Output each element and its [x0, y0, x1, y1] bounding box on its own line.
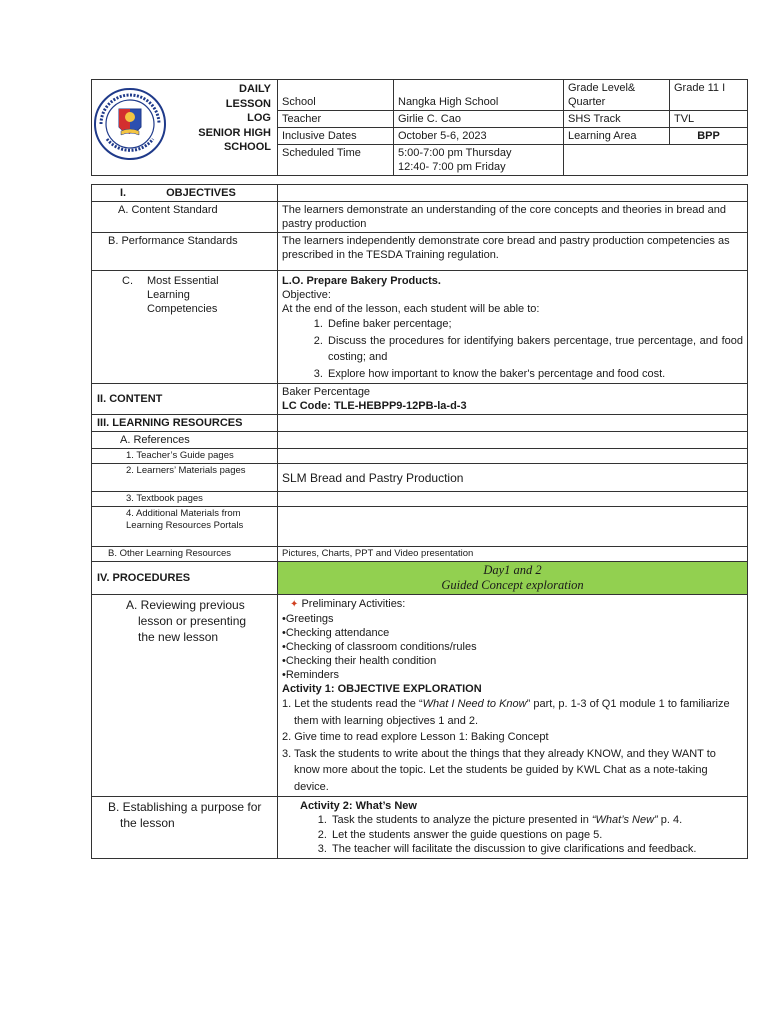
- list-item: • Greetings: [282, 612, 743, 626]
- references-label: A. References: [92, 432, 278, 449]
- list-item: • Checking their health condition: [282, 654, 743, 668]
- other-resources-value: Pictures, Charts, PPT and Video presentation: [278, 547, 748, 562]
- activity-2-title: Activity 2: What’s New: [300, 800, 417, 812]
- melc-text: L.O. Prepare Bakery Products. Objective: At the end of the lesson, each student will be able to: 1. Define baker percentage; 2. Discuss the procedures for identifying bakers percentage, true percentage, and food costing; and 3. Explore how important to know the baker's percentage and food cost.: [278, 271, 748, 384]
- performance-standards-label: B. Performance Standards: [92, 233, 278, 271]
- list-item: • Reminders: [282, 668, 743, 682]
- teachers-guide-label: 1. Teacher’s Guide pages: [92, 449, 278, 464]
- track-label: SHS Track: [564, 111, 670, 128]
- teacher-label: Teacher: [278, 111, 394, 128]
- teacher-value: Girlie C. Cao: [394, 111, 564, 128]
- performance-standards-text: The learners independently demonstrate core bread and pastry production competencies as prescribed in the TESDA Training regulation.: [278, 233, 748, 271]
- area-value: BPP: [670, 128, 748, 145]
- textbook-label: 3. Textbook pages: [92, 492, 278, 507]
- dll-title: DAILY LESSON LOG SENIOR HIGH SCHOOL: [92, 80, 278, 176]
- purpose-label: B. Establishing a purpose for the lesson: [92, 797, 278, 859]
- procedures-heading: IV. PROCEDURES: [92, 562, 278, 595]
- time-label: Scheduled Time: [278, 145, 394, 176]
- purpose-content: [278, 797, 748, 859]
- list-item: 3. The teacher will facilitate the discussion to give clarifications and feedback.: [330, 842, 743, 857]
- list-item: 3. Explore how important to know the baker's percentage and food cost.: [326, 366, 743, 383]
- dates-value: October 5-6, 2023: [394, 128, 564, 145]
- track-value: TVL: [670, 111, 748, 128]
- additional-materials-label: 4. Additional Materials from Learning Resources Portals: [92, 507, 278, 547]
- melc-label: C. Most Essential Learning Competencies: [92, 271, 278, 384]
- list-item: • Checking attendance: [282, 626, 743, 640]
- dates-label: Inclusive Dates: [278, 128, 394, 145]
- list-item: 1. Define baker percentage;: [326, 316, 743, 333]
- list-item: 2. Discuss the procedures for identifying bakers percentage, true percentage, and food costing; and: [326, 333, 743, 366]
- activity-1-title: Activity 1: OBJECTIVE EXPLORATION: [282, 683, 482, 695]
- list-item: 1. Task the students to analyze the picture presented in “What’s New” p. 4.: [330, 813, 743, 828]
- list-item: • Checking of classroom conditions/rules: [282, 640, 743, 654]
- school-label: School: [278, 80, 394, 111]
- content-text: Baker Percentage LC Code: TLE-HEBPP9-12PB-la-d-3: [278, 384, 748, 415]
- time-value: 5:00-7:00 pm Thursday 12:40- 7:00 pm Friday: [394, 145, 564, 176]
- other-resources-label: B. Other Learning Resources: [92, 547, 278, 562]
- content-standard-text: The learners demonstrate an understanding of the core concepts and theories in bread and pastry production: [278, 202, 748, 233]
- activity-2-list: [282, 813, 743, 857]
- content-heading: II. CONTENT: [92, 384, 278, 415]
- grade-value: Grade 11 I: [670, 80, 748, 111]
- preliminary-list: [282, 612, 743, 682]
- reviewing-lesson-label: A. Reviewing previous lesson or presenting the new lesson: [92, 595, 278, 797]
- area-label: Learning Area: [564, 128, 670, 145]
- grade-label: Grade Level& Quarter: [564, 80, 670, 111]
- school-value: Nangka High School: [394, 80, 564, 111]
- list-item: 2. Let the students answer the guide questions on page 5.: [330, 828, 743, 843]
- lesson-table: [91, 184, 748, 859]
- header-table: [91, 79, 748, 176]
- pin-icon: ✦: [290, 599, 299, 610]
- learning-resources-heading: III. LEARNING RESOURCES: [92, 415, 278, 432]
- reviewing-lesson-content: ✦ Preliminary Activities: • Greetings • Checking attendance • Checking of classroom conditions/rules • Checking their health condition • Reminders Activity 1: OBJECTIVE EXPLORATION 1. Let the students read the “What I Need to Know” part, p. 1-3 of Q1 module 1 to familiarize them with learning objectives 1 and 2. 2. Give time to read explore Lesson 1: Baking Concept 3. Task the students to write about the things that they already KNOW, and they WANT to know more about the topic. Let the students be guided by KWL Chat as a note-taking device.: [278, 595, 748, 797]
- objective-list: [282, 316, 743, 382]
- day-banner: Day1 and 2 Guided Concept exploration: [278, 562, 748, 595]
- blank-cell: [564, 145, 748, 176]
- objectives-heading: I. OBJECTIVES: [92, 185, 278, 202]
- learners-materials-value: SLM Bread and Pastry Production: [278, 464, 748, 492]
- lo-title: L.O. Prepare Bakery Products.: [282, 275, 441, 287]
- learners-materials-label: 2. Learners’ Materials pages: [92, 464, 278, 492]
- content-standard-label: A. Content Standard: [92, 202, 278, 233]
